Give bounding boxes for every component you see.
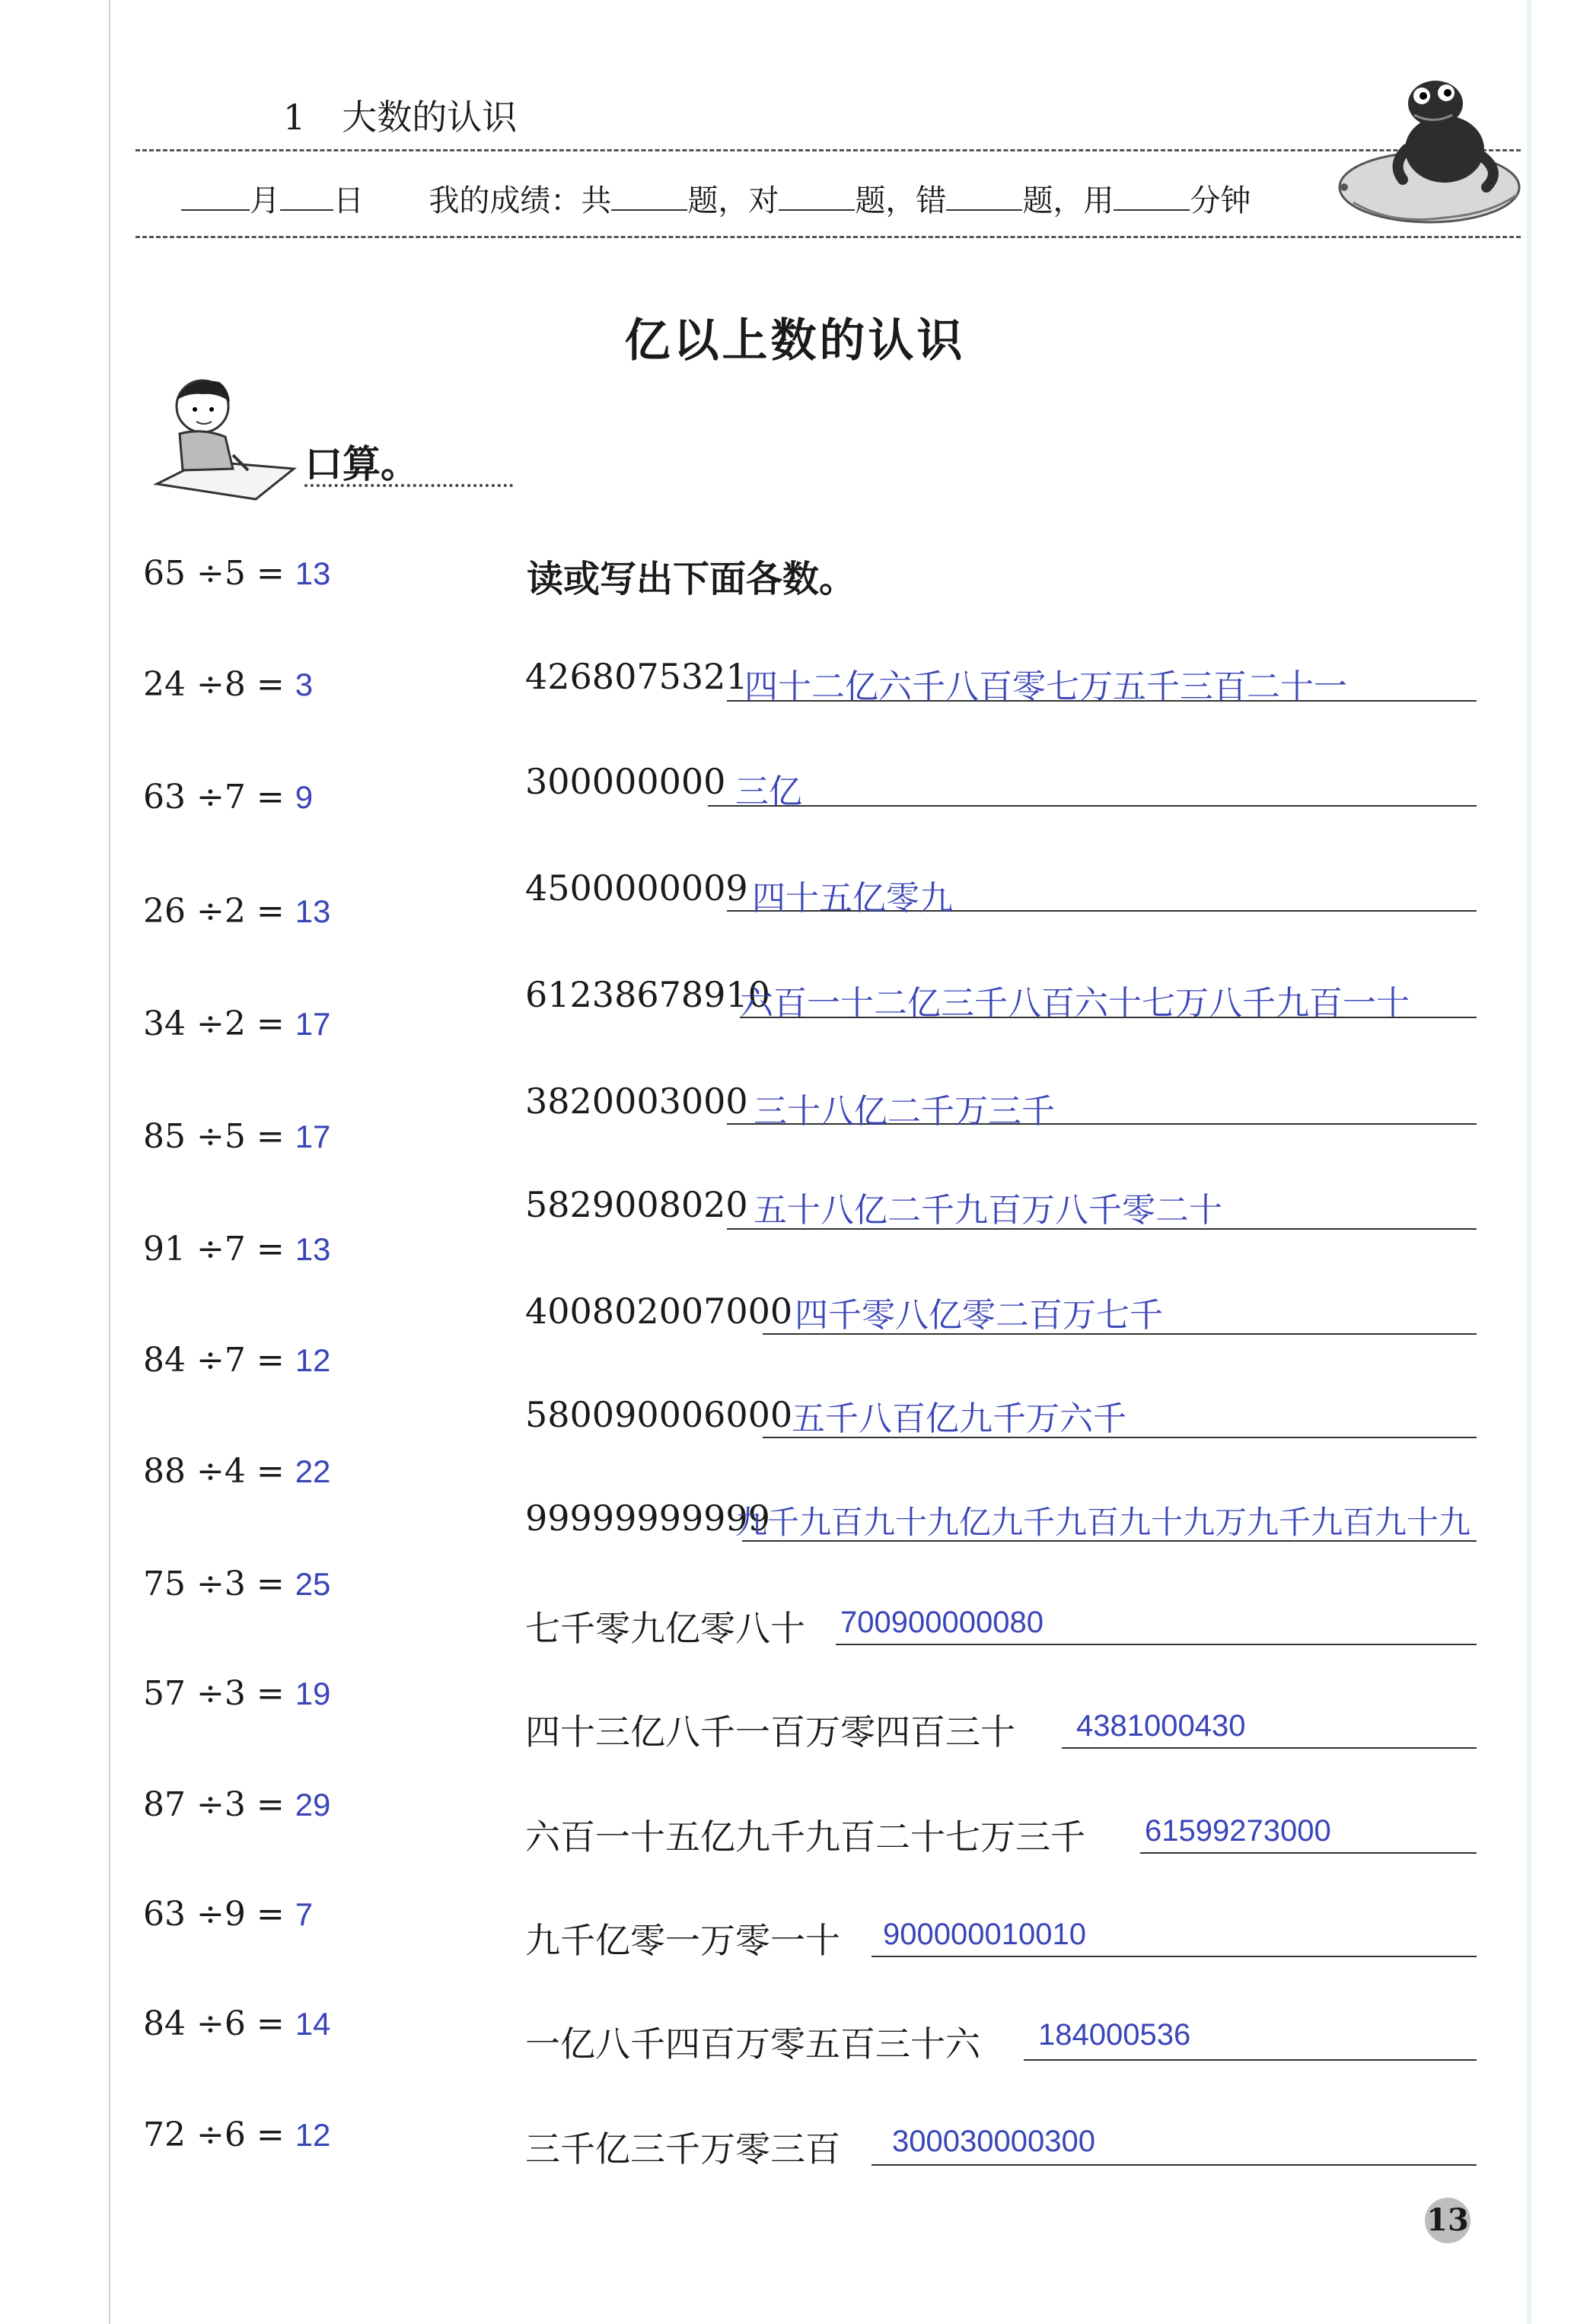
reading-item: 99999999999 — [525, 1498, 770, 1539]
answer-line — [836, 1644, 1477, 1645]
correct-blank[interactable] — [779, 185, 855, 211]
questions-label: 题，对 — [687, 183, 779, 218]
reading-item: 580090006000 — [525, 1394, 793, 1435]
oral-answer: 7 — [295, 1896, 314, 1932]
chapter-number: 1 — [283, 97, 306, 138]
oral-item: 26 ÷2 = 13 — [143, 892, 331, 931]
oral-item: 72 ÷6 = 12 — [143, 2115, 331, 2154]
oral-item: 57 ÷3 = 19 — [143, 1674, 331, 1713]
chapter-title: 大数的认识 — [342, 97, 518, 138]
reading-answer: 四十五亿零九 — [752, 880, 953, 917]
chapter-heading — [283, 90, 517, 140]
answer-line — [1140, 1852, 1477, 1854]
oral-answer: 13 — [295, 1231, 331, 1267]
answer-line — [1024, 2059, 1477, 2061]
oral-answer: 13 — [295, 893, 331, 929]
oral-item: 87 ÷3 = 29 — [143, 1785, 331, 1824]
oral-answer: 29 — [295, 1787, 331, 1823]
answer-line — [871, 1956, 1477, 1957]
reading-answer: 900000010010 — [883, 1918, 1086, 1951]
oral-item: 91 ÷7 = 13 — [143, 1230, 331, 1269]
month-blank[interactable] — [181, 185, 250, 211]
reading-item: 三千亿三千万零三百 — [525, 2128, 840, 2170]
reading-item: 四十三亿八千一百万零四百三十 — [525, 1711, 1015, 1753]
minutes-blank[interactable] — [1114, 185, 1190, 211]
total-blank[interactable] — [611, 185, 687, 211]
minutes-label: 分钟 — [1190, 183, 1251, 218]
reading-item: 六百一十五亿九千九百二十七万三千 — [525, 1816, 1085, 1858]
reading-answer: 4381000430 — [1076, 1709, 1246, 1743]
month-label: 月 — [250, 183, 280, 218]
score-label: 我的成绩：共 — [429, 183, 612, 218]
oral-answer: 3 — [295, 667, 314, 702]
reading-item: 400802007000 — [525, 1291, 793, 1332]
reading-answer: 三亿 — [735, 773, 802, 810]
oral-item: 85 ÷5 = 17 — [143, 1117, 331, 1156]
frog-on-lilypad-illustration — [1330, 73, 1528, 240]
oral-item: 63 ÷7 = 9 — [143, 778, 314, 817]
oral-item: 63 ÷9 = 7 — [143, 1895, 314, 1934]
oral-item: 84 ÷6 = 14 — [143, 2004, 331, 2043]
oral-answer: 19 — [295, 1676, 331, 1711]
boy-writing-illustration — [149, 370, 301, 507]
reading-item: 九千亿零一万零一十 — [525, 1920, 840, 1961]
reading-item: 4268075321 — [525, 656, 748, 697]
correct-label: 题，错 — [855, 183, 947, 218]
reading-answer: 四十二亿六千八百零七万五千三百二十一 — [744, 668, 1347, 705]
reading-answer: 九千九百九十九亿九千九百九十九万九千九百九十九 — [735, 1504, 1471, 1540]
oral-answer: 9 — [295, 779, 314, 815]
oral-answer: 17 — [295, 1119, 331, 1154]
answer-line — [1062, 1747, 1477, 1749]
oral-answer: 22 — [295, 1453, 331, 1489]
oral-answer: 12 — [295, 1342, 331, 1378]
reading-item: 3820003000 — [525, 1081, 748, 1122]
oral-item: 84 ÷7 = 12 — [143, 1341, 331, 1380]
reading-answer: 184000536 — [1038, 2018, 1191, 2052]
reading-item: 4500000009 — [525, 868, 748, 909]
reading-item: 一亿八千四百万零五百三十六 — [525, 2023, 980, 2065]
oral-heading: 口算。 — [304, 442, 419, 486]
reading-item: 5829008020 — [525, 1184, 748, 1225]
reading-item: 61238678910 — [525, 974, 770, 1015]
oral-item: 34 ÷2 = 17 — [143, 1004, 331, 1043]
oral-answer: 12 — [295, 2117, 331, 2153]
reading-answer: 300030000300 — [892, 2125, 1095, 2158]
wrong-label: 题，用 — [1022, 183, 1114, 218]
answer-line — [708, 805, 1477, 807]
reading-instruction: 读或写出下面各数。 — [527, 558, 856, 600]
header-divider-top — [135, 149, 1521, 151]
reading-answer: 五十八亿二千九百万八千零二十 — [754, 1192, 1222, 1229]
reading-answer: 61599273000 — [1145, 1814, 1331, 1848]
header-divider-bottom — [135, 236, 1521, 238]
day-label: 日 — [333, 183, 364, 218]
reading-answer: 四千零八亿零二百万七千 — [795, 1297, 1163, 1334]
reading-item: 300000000 — [525, 761, 726, 802]
oral-item: 75 ÷3 = 25 — [143, 1565, 331, 1603]
day-blank[interactable] — [280, 185, 333, 211]
reading-answer: 五千八百亿九千万六千 — [792, 1400, 1126, 1437]
oral-item: 65 ÷5 = 13 — [143, 554, 331, 593]
oral-item: 88 ÷4 = 22 — [143, 1452, 331, 1491]
oral-answer: 13 — [295, 556, 331, 591]
answer-line — [871, 2164, 1477, 2166]
oral-answer: 17 — [295, 1006, 331, 1042]
reading-answer: 六百一十二亿三千八百六十七万八千九百一十 — [740, 985, 1410, 1022]
wrong-blank[interactable] — [946, 185, 1022, 211]
oral-answer: 25 — [295, 1566, 331, 1602]
oral-item: 24 ÷8 = 3 — [143, 665, 314, 704]
oral-heading-underline — [304, 484, 513, 487]
reading-item: 七千零九亿零八十 — [525, 1608, 805, 1649]
page-title: 亿以上数的认识 — [624, 314, 966, 368]
oral-answer: 14 — [295, 2006, 331, 2042]
page-number: 13 — [1425, 2198, 1471, 2243]
reading-answer: 三十八亿二千万三千 — [754, 1093, 1055, 1130]
score-line — [181, 177, 1251, 220]
reading-answer: 700900000080 — [840, 1606, 1044, 1639]
